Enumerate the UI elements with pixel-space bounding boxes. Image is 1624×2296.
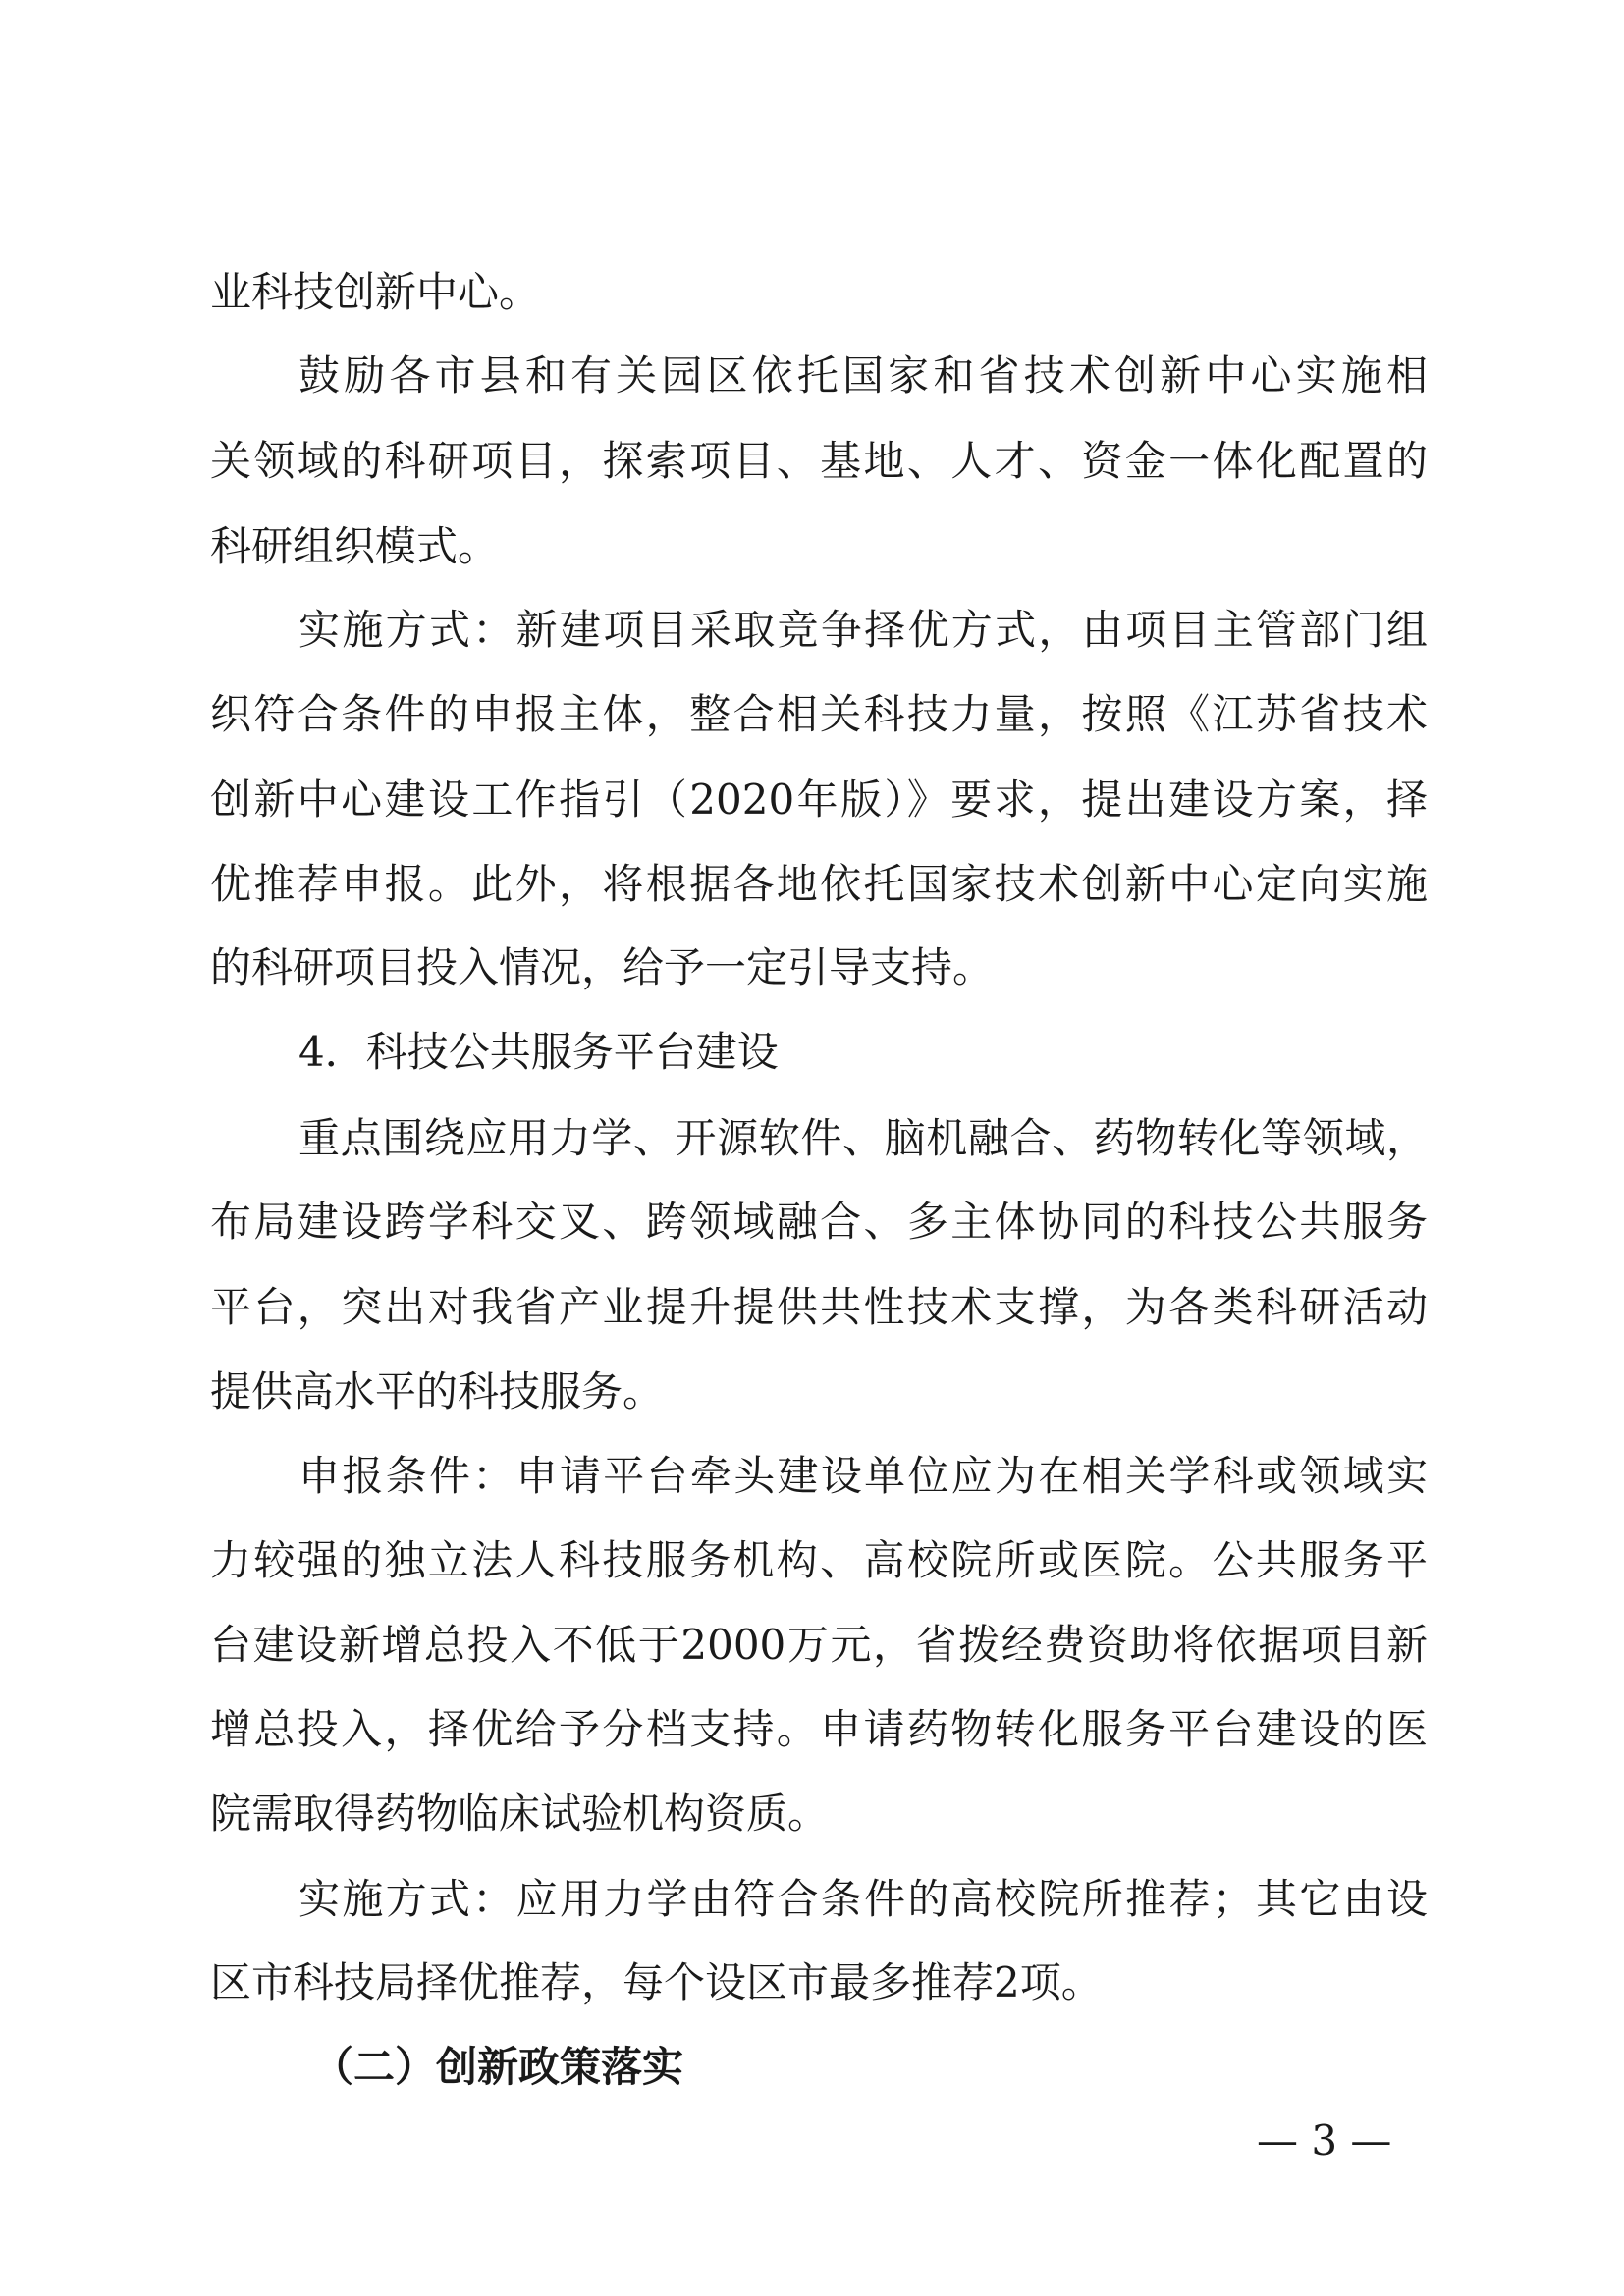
paragraph-line: 优推荐申报。此外，将根据各地依托国家技术创新中心定向实施	[210, 860, 1428, 908]
paragraph-line: 平台，突出对我省产业提升提供共性技术支撑，为各类科研活动	[210, 1283, 1428, 1331]
paragraph-line: 台建设新增总投入不低于2000万元，省拨经费资助将依据项目新	[210, 1621, 1428, 1669]
paragraph-line: 业科技创新中心。	[210, 268, 541, 316]
paragraph-line: 增总投入，择优给予分档支持。申请药物转化服务平台建设的医	[210, 1705, 1428, 1753]
paragraph-line: 区市科技局择优推荐，每个设区市最多推荐2项。	[210, 1958, 1103, 2006]
paragraph-line: 提供高水平的科技服务。	[210, 1367, 665, 1415]
paragraph-line: 布局建设跨学科交叉、跨领域融合、多主体协同的科技公共服务	[210, 1198, 1428, 1246]
paragraph-line: 实施方式：应用力学由符合条件的高校院所推荐；其它由设	[298, 1875, 1428, 1923]
paragraph-line: 鼓励各市县和有关园区依托国家和省技术创新中心实施相	[298, 351, 1428, 400]
paragraph-line: 院需取得药物临床试验机构资质。	[210, 1789, 830, 1838]
paragraph-line: 创新中心建设工作指引（2020年版）》要求，提出建设方案，择	[210, 775, 1428, 824]
paragraph-line: 织符合条件的申报主体，整合相关科技力量，按照《江苏省技术	[210, 690, 1428, 738]
paragraph-line: 重点围绕应用力学、开源软件、脑机融合、药物转化等领域，	[298, 1114, 1428, 1162]
paragraph-line: 的科研项目投入情况，给予一定引导支持。	[210, 943, 995, 991]
section-heading: 4．科技公共服务平台建设	[298, 1028, 779, 1076]
paragraph-line: 科研组织模式。	[210, 522, 500, 570]
page-number: — 3 —	[1257, 2116, 1392, 2164]
paragraph-line: 申报条件：申请平台牵头建设单位应为在相关学科或领域实	[298, 1452, 1428, 1500]
paragraph-line: 关领域的科研项目，探索项目、基地、人才、资金一体化配置的	[210, 437, 1428, 485]
paragraph-line: 力较强的独立法人科技服务机构、高校院所或医院。公共服务平	[210, 1536, 1428, 1584]
subsection-heading: （二）创新政策落实	[312, 2043, 684, 2091]
paragraph-line: 实施方式：新建项目采取竞争择优方式，由项目主管部门组	[298, 606, 1428, 654]
